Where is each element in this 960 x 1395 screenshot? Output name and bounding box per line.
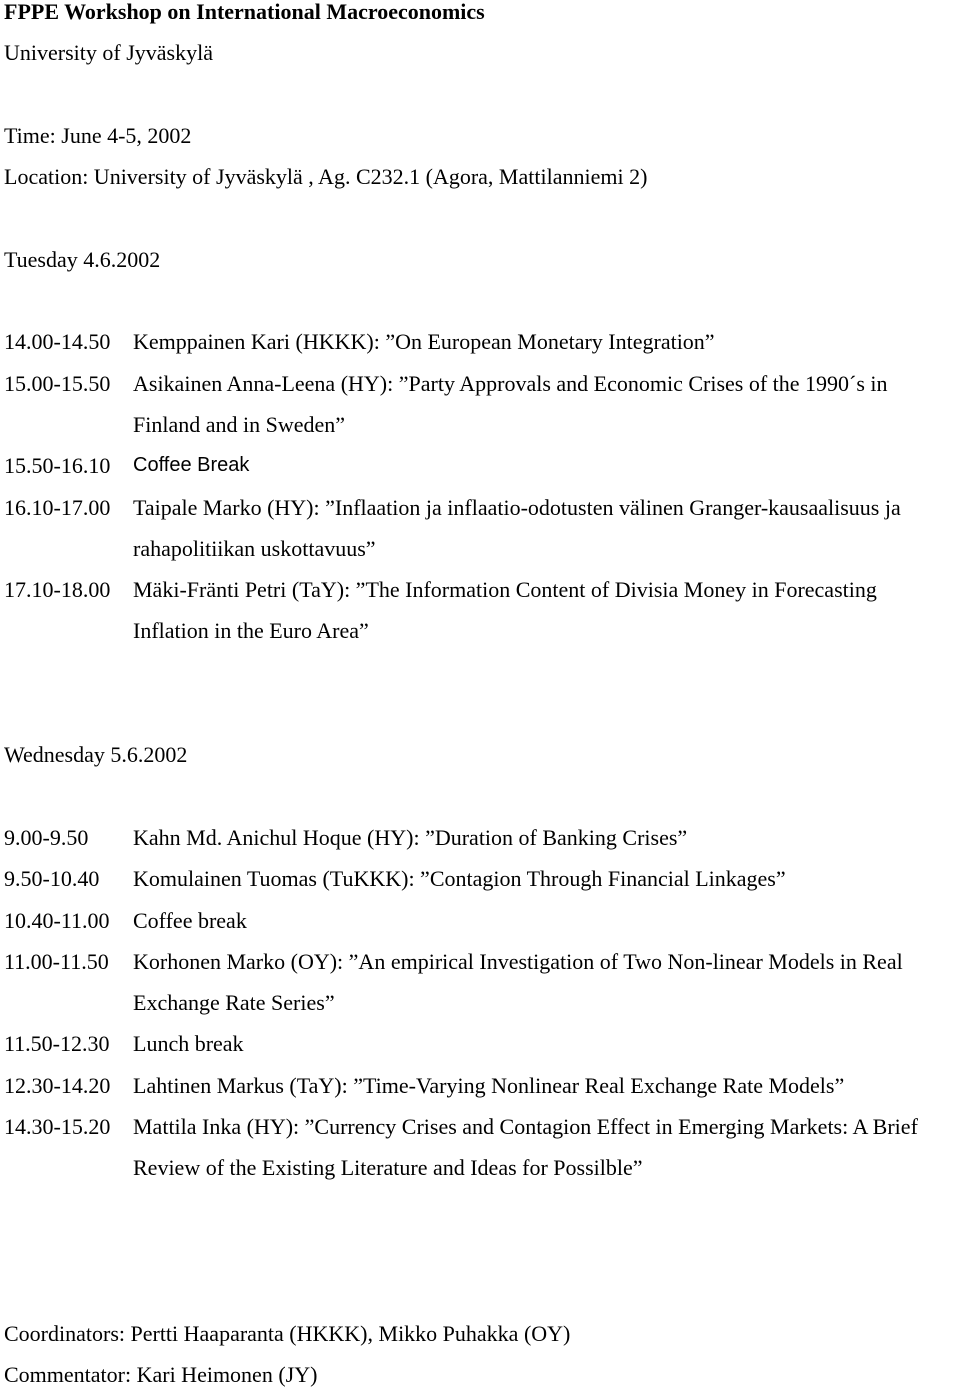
entry-time: 15.50-16.10 — [4, 453, 111, 479]
schedule-entry — [4, 1106, 954, 1189]
entry-time: 16.10-17.00 — [4, 494, 111, 520]
tuesday-heading: Tuesday 4.6.2002 — [4, 246, 161, 272]
entry-text: Mattila Inka (HY): ”Currency Crises and Contagion Effect in Emerging Markets: A Brief Review of the Existing Literature and Ideas for Possilble” — [133, 1114, 918, 1181]
spacer — [4, 652, 954, 693]
schedule-entry — [4, 445, 954, 486]
spacer — [4, 197, 954, 238]
entry-text: Korhonen Marko (OY): ”An empirical Investigation of Two Non-linear Models in Real Exchange Rate Series” — [133, 948, 903, 1016]
spacer — [4, 1230, 954, 1271]
spacer — [4, 74, 954, 115]
schedule-entry — [4, 858, 954, 899]
event-location: Location: University of Jyväskylä , Ag. C232.1 (Agora, Mattilanniemi 2) — [4, 164, 648, 190]
document-title: FPPE Workshop on International Macroeconomics — [4, 0, 485, 24]
schedule-entry — [4, 487, 954, 570]
document — [4, 0, 954, 1395]
entry-time: 14.30-15.20 — [4, 1114, 111, 1140]
schedule-entry — [4, 569, 954, 652]
entry-time: 9.00-9.50 — [4, 824, 89, 850]
entry-text: Coffee Break — [133, 454, 250, 477]
entry-text: Taipale Marko (HY): ”Inflaation ja inflaatio-odotusten välinen Granger-kausaalisuus ja rahapolitiikan uskottavuus” — [133, 494, 901, 561]
schedule-entry — [4, 363, 954, 446]
entry-text: Lunch break — [133, 1031, 244, 1057]
entry-time: 11.00-11.50 — [4, 948, 109, 974]
schedule-entry — [4, 817, 954, 858]
entry-time: 10.40-11.00 — [4, 907, 110, 933]
university-name: University of Jyväskylä — [4, 40, 213, 66]
entry-time: 15.00-15.50 — [4, 370, 111, 396]
entry-text: Kemppainen Kari (HKKK): ”On European Monetary Integration” — [133, 329, 715, 355]
entry-text: Kahn Md. Anichul Hoque (HY): ”Duration of Banking Crises” — [133, 824, 688, 850]
spacer — [4, 693, 954, 734]
schedule-entry — [4, 1023, 954, 1064]
entry-text: Lahtinen Markus (TaY): ”Time-Varying Nonlinear Real Exchange Rate Models” — [133, 1072, 845, 1098]
entry-time: 11.50-12.30 — [4, 1031, 110, 1057]
entry-time: 14.00-14.50 — [4, 329, 111, 355]
commentator: Commentator: Kari Heimonen (JY) — [4, 1361, 318, 1387]
spacer — [4, 776, 954, 817]
wednesday-heading: Wednesday 5.6.2002 — [4, 742, 188, 768]
entry-text: Mäki-Fränti Petri (TaY): ”The Information Content of Divisia Money in Forecasting Inflation in the Euro Area” — [133, 577, 877, 644]
schedule-entry — [4, 941, 954, 1024]
spacer — [4, 1189, 954, 1230]
event-time: Time: June 4-5, 2002 — [4, 122, 192, 148]
coordinators: Coordinators: Pertti Haaparanta (HKKK), Mikko Puhakka (OY) — [4, 1320, 571, 1346]
schedule-entry — [4, 321, 954, 362]
entry-text: Komulainen Tuomas (TuKKK): ”Contagion Through Financial Linkages” — [133, 866, 786, 892]
entry-text: Asikainen Anna-Leena (HY): ”Party Approvals and Economic Crises of the 1990´s in Finland and in Sweden” — [133, 370, 888, 437]
schedule-entry — [4, 900, 954, 941]
entry-text: Coffee break — [133, 907, 247, 933]
schedule-entry — [4, 1065, 954, 1106]
entry-time: 17.10-18.00 — [4, 577, 111, 603]
spacer — [4, 1271, 954, 1312]
spacer — [4, 280, 954, 321]
entry-time: 9.50-10.40 — [4, 866, 100, 892]
entry-time: 12.30-14.20 — [4, 1072, 111, 1098]
